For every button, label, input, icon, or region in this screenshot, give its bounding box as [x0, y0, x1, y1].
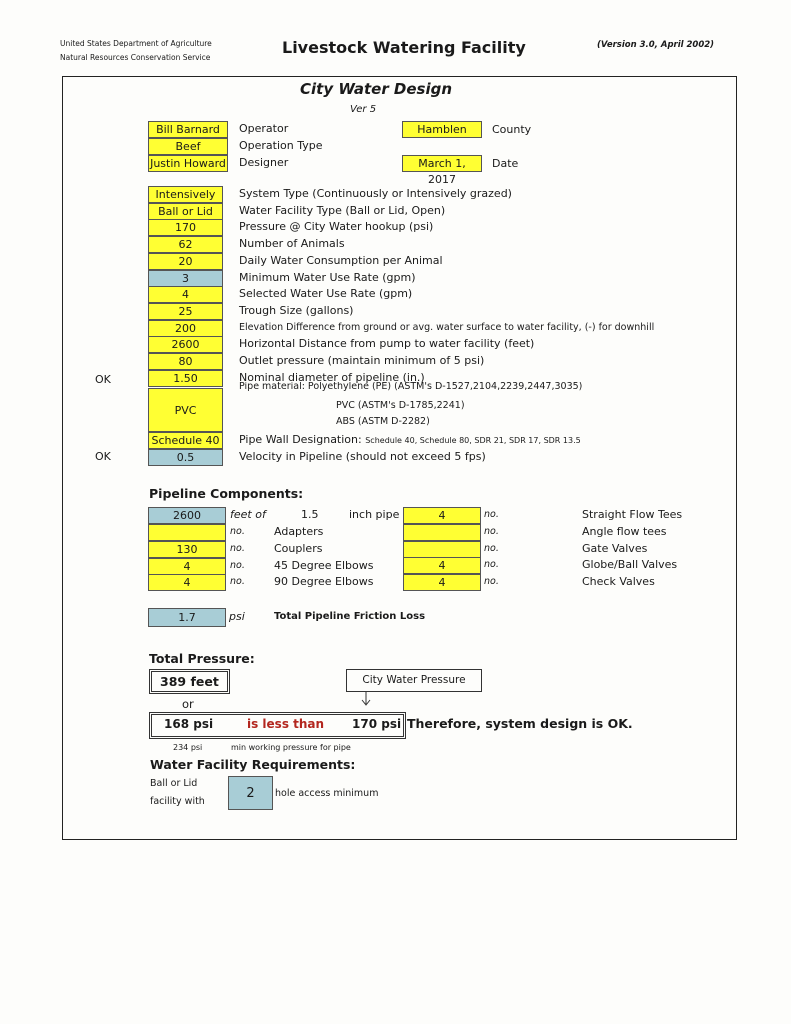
min-working-label: min working pressure for pipe: [231, 743, 351, 752]
param-value[interactable]: 80: [148, 353, 223, 370]
param-value[interactable]: 200: [148, 320, 223, 337]
design-result: Therefore, system design is OK.: [407, 716, 633, 731]
param-value[interactable]: 25: [148, 303, 223, 320]
fitting-count[interactable]: [403, 541, 481, 558]
param-label: Minimum Water Use Rate (gpm): [239, 270, 416, 284]
fitting-label: Straight Flow Tees: [582, 508, 683, 521]
param-value[interactable]: 2600: [148, 336, 223, 353]
city-pressure-psi: 170 psi: [352, 717, 402, 731]
pipe-length-value: 2600: [148, 507, 226, 524]
param-label: System Type (Continuously or Intensively grazed): [239, 187, 512, 200]
param-value[interactable]: 20: [148, 253, 223, 270]
hole-access-value: 2: [228, 776, 273, 810]
param-value[interactable]: 4: [148, 286, 223, 303]
param-label: Horizontal Distance from pump to water facility (feet): [239, 337, 535, 351]
fitting-no-label: no.: [484, 542, 499, 554]
min-working-psi: 234 psi: [173, 743, 203, 752]
wall-designation-label: [239, 432, 581, 449]
fitting-label: 45 Degree Elbows: [274, 558, 374, 572]
fitting-label: Gate Valves: [582, 541, 648, 555]
agency-line-2: Natural Resources Conservation Service: [60, 53, 211, 62]
param-label: Nominal diameter of pipeline (in.): [239, 370, 425, 384]
fitting-count[interactable]: 4: [403, 557, 481, 574]
fitting-label: Globe/Ball Valves: [582, 558, 678, 572]
wall-designation-value[interactable]: Schedule 40: [148, 432, 223, 449]
wall-designation-text: Pipe Wall Designation:: [239, 433, 362, 446]
fitting-no-label: no.: [230, 576, 245, 588]
designer-value[interactable]: Justin Howard: [148, 155, 228, 172]
param-label: Outlet pressure (maintain minimum of 5 psi): [239, 354, 485, 367]
facility-text-2: facility with: [150, 796, 205, 807]
fitting-count[interactable]: 4: [403, 574, 481, 591]
design-version: Ver 5: [350, 104, 377, 115]
county-value[interactable]: Hamblen: [402, 121, 482, 138]
fitting-count[interactable]: [148, 524, 226, 541]
param-value[interactable]: Intensively: [148, 186, 223, 203]
facility-text-1: Ball or Lid: [150, 778, 198, 789]
city-pressure-box: [346, 669, 482, 692]
agency-name: [60, 37, 212, 65]
city-pressure-label: City Water Pressure: [362, 674, 466, 686]
fitting-count[interactable]: 4: [148, 558, 226, 575]
water-facility-heading: Water Facility Requirements:: [150, 757, 356, 772]
friction-loss-value: 1.7: [148, 608, 226, 627]
wall-designation-options: Schedule 40, Schedule 80, SDR 21, SDR 17, SDR 13.5: [365, 436, 581, 445]
total-pressure-feet: 389 feet: [160, 674, 219, 689]
friction-loss-label: Total Pipeline Friction Loss: [274, 611, 426, 622]
param-label: Elevation Difference from ground or avg. water surface to water facility, (-) for downhill: [239, 321, 655, 333]
pipe-material-pe-label: Pipe material: Polyethylene (PE) (ASTM's D-1527,2104,2239,2447,3035): [239, 382, 583, 391]
fitting-label: Couplers: [274, 541, 323, 555]
param-value[interactable]: 62: [148, 236, 223, 253]
param-value[interactable]: 170: [148, 219, 223, 236]
param-label: Selected Water Use Rate (gpm): [239, 287, 413, 301]
param-value: 3: [148, 270, 223, 287]
param-label: Pressure @ City Water hookup (psi): [239, 220, 434, 234]
date-label: Date: [492, 157, 519, 170]
fitting-no-label: no.: [484, 559, 499, 571]
agency-line-1: United States Department of Agriculture: [60, 39, 212, 48]
pipe-material-pvc-label: PVC (ASTM's D-1785,2241): [336, 400, 465, 411]
fitting-label: Adapters: [274, 525, 324, 538]
or-label: or: [182, 697, 194, 711]
fitting-no-label: no.: [484, 525, 499, 537]
fitting-label: 90 Degree Elbows: [274, 575, 374, 589]
county-label: County: [492, 123, 532, 136]
total-pressure-feet-box: [149, 669, 230, 694]
fitting-count[interactable]: 4: [148, 574, 226, 591]
feet-of-label: feet of: [230, 508, 266, 521]
operation-type-label: Operation Type: [239, 139, 323, 152]
operation-type-value[interactable]: Beef: [148, 138, 228, 155]
param-value[interactable]: Ball or Lid: [148, 203, 223, 220]
version-note: (Version 3.0, April 2002): [597, 40, 715, 50]
fitting-count[interactable]: [403, 524, 481, 541]
fitting-no-label: no.: [484, 576, 499, 588]
fitting-count[interactable]: 130: [148, 541, 226, 558]
operator-value[interactable]: Bill Barnard: [148, 121, 228, 138]
fitting-no-label: no.: [230, 526, 245, 537]
param-label: Water Facility Type (Ball or Lid, Open): [239, 203, 446, 217]
fitting-label: Angle flow tees: [582, 524, 667, 538]
param-label: Trough Size (gallons): [239, 303, 354, 317]
arrow-down-icon: [360, 692, 372, 706]
fitting-label: Check Valves: [582, 575, 655, 589]
param-value[interactable]: 1.50: [148, 370, 223, 387]
pipe-material-value[interactable]: PVC: [148, 388, 223, 432]
inch-pipe-label: inch pipe: [349, 508, 400, 521]
document-title: Livestock Watering Facility: [282, 38, 526, 57]
operator-label: Operator: [239, 122, 289, 135]
date-value[interactable]: March 1, 2017: [402, 155, 482, 172]
comparison-text: is less than: [247, 717, 325, 731]
fitting-no-label: no.: [230, 559, 245, 571]
pipe-size-value: 1.5: [301, 508, 319, 521]
diameter-status: OK: [95, 373, 111, 386]
param-label: Number of Animals: [239, 237, 345, 251]
designer-label: Designer: [239, 156, 289, 169]
fitting-no-label: no.: [230, 542, 245, 554]
pipe-material-abs-label: ABS (ASTM D-2282): [336, 416, 430, 427]
velocity-value: 0.5: [148, 449, 223, 466]
velocity-status: OK: [95, 450, 111, 463]
param-label: Daily Water Consumption per Animal: [239, 253, 443, 267]
total-pressure-psi: 168 psi: [164, 717, 214, 731]
fitting-no-label: no.: [484, 509, 499, 520]
total-pressure-heading: Total Pressure:: [149, 651, 255, 666]
hole-access-label: hole access minimum: [275, 788, 379, 799]
pressure-compare-box: [149, 712, 406, 739]
fitting-count[interactable]: 4: [403, 507, 481, 524]
friction-unit: psi: [229, 610, 245, 623]
design-title: City Water Design: [300, 80, 453, 98]
pipeline-components-heading: Pipeline Components:: [149, 486, 304, 501]
velocity-label: Velocity in Pipeline (should not exceed 5 fps): [239, 450, 486, 463]
